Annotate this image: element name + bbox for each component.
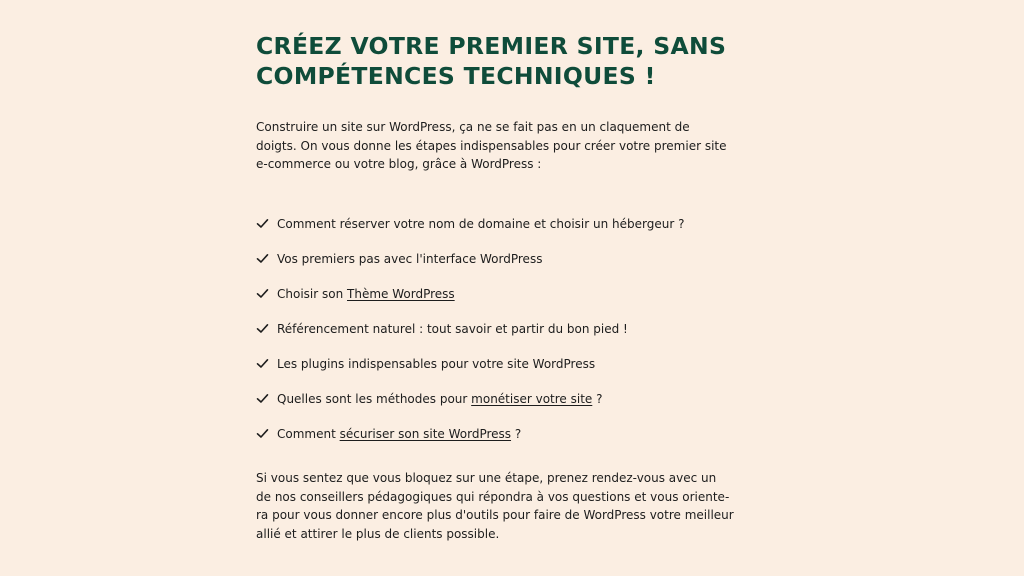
outro-line-4: allié et attirer le plus de clients possible. (256, 526, 500, 541)
outro-paragraph (256, 469, 766, 543)
theme-wordpress-link[interactable]: Thème WordPress (347, 286, 455, 301)
checklist-item-plugins (256, 346, 766, 381)
secure-site-link[interactable]: sécuriser son site WordPress (339, 426, 512, 441)
intro-line-1: Construire un site sur WordPress, ça ne se fait pas en un claquement de (256, 120, 690, 134)
steps-checklist (256, 206, 766, 451)
checkmark-icon (256, 217, 269, 230)
outro-line-2: de nos conseillers pédagogiques qui répondra à vos questions et vous oriente- (256, 489, 730, 504)
page-title-line-2: COMPÉTENCES TECHNIQUES ! (256, 62, 656, 90)
checklist-item-text (277, 287, 455, 301)
page-title (256, 31, 766, 91)
article-content (256, 31, 766, 541)
checklist-item-text: Les plugins indispensables pour votre site WordPress (277, 356, 596, 371)
checkmark-icon (256, 357, 269, 370)
checkmark-icon (256, 392, 269, 405)
checklist-item-suffix: ? (511, 426, 522, 441)
checklist-item-text (277, 392, 602, 406)
checklist-item-text: Vos premiers pas avec l'interface WordPress (277, 251, 543, 266)
checklist-item-security (256, 416, 766, 451)
checklist-item-prefix: Comment (277, 426, 340, 441)
checklist-item-monetize (256, 381, 766, 416)
intro-line-2: doigts. On vous donne les étapes indispensables pour créer votre premier site (256, 138, 727, 153)
checklist-item-text: Référencement naturel : tout savoir et partir du bon pied ! (277, 321, 628, 336)
checklist-item-suffix: ? (592, 391, 603, 406)
checklist-item-domain (256, 206, 766, 241)
checklist-item-seo (256, 311, 766, 346)
checklist-item-text: Comment réserver votre nom de domaine et choisir un hébergeur ? (277, 216, 685, 231)
checkmark-icon (256, 252, 269, 265)
checklist-item-theme (256, 276, 766, 311)
checkmark-icon (256, 322, 269, 335)
outro-line-3: ra pour vous donner encore plus d'outils pour faire de WordPress votre meilleur (256, 508, 734, 522)
outro-line-1: Si vous sentez que vous bloquez sur une étape, prenez rendez-vous avec un (256, 471, 717, 485)
checklist-item-prefix: Choisir son (277, 286, 348, 301)
monetize-site-link[interactable]: monétiser votre site (471, 391, 593, 406)
intro-paragraph (256, 118, 756, 174)
checkmark-icon (256, 427, 269, 440)
checklist-item-prefix: Quelles sont les méthodes pour (277, 391, 472, 406)
checklist-item-text (277, 427, 521, 441)
checkmark-icon (256, 287, 269, 300)
page-title-line-1: CRÉEZ VOTRE PREMIER SITE, SANS (256, 32, 727, 60)
intro-line-3: e-commerce ou votre blog, grâce à WordPress : (256, 157, 542, 171)
checklist-item-interface (256, 241, 766, 276)
